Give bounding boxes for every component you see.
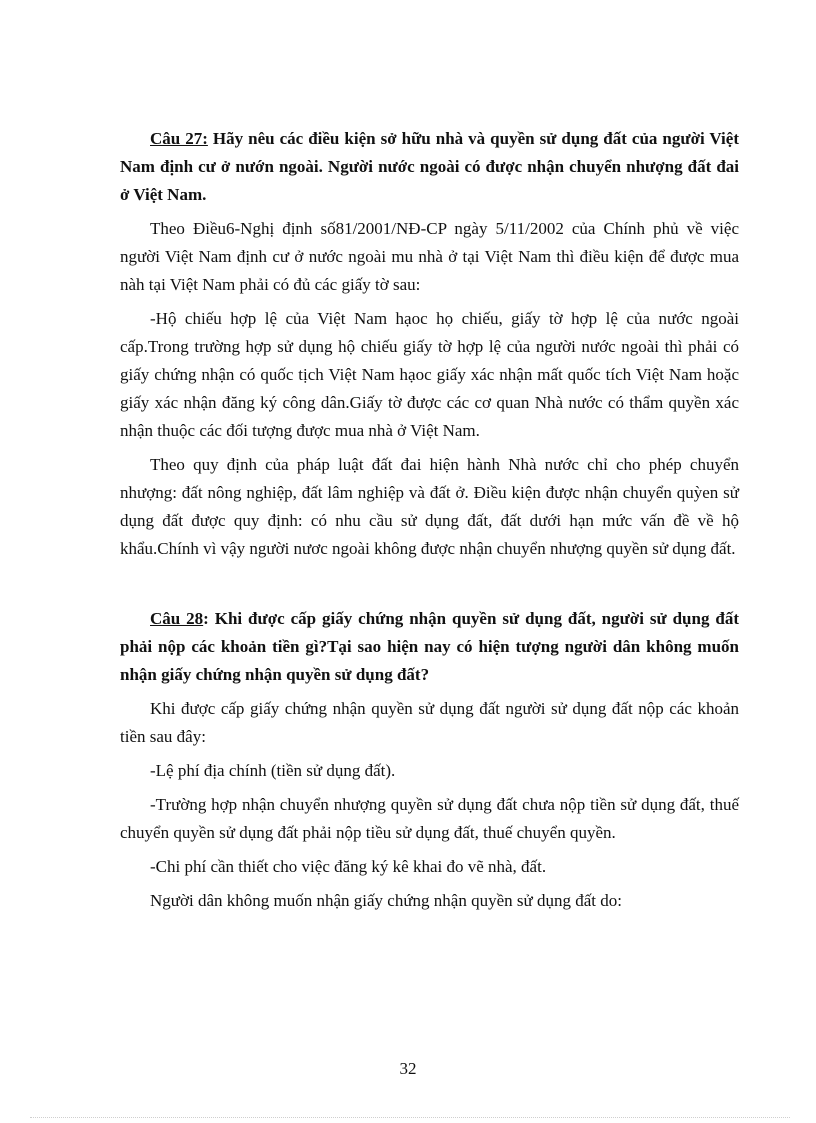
question-27-heading xyxy=(120,125,739,209)
question-27-title: Hãy nêu các điều kiện sở hữu nhà và quyền sử dụng đất của người Việt Nam định cư ở nướn ngoài. Người nước ngoài có được nhận chuyển nhượng đất đai ở Việt Nam. xyxy=(120,129,739,204)
paragraph: Khi được cấp giấy chứng nhận quyền sử dụng đất người sử dụng đất nộp các khoản tiền sau đây: xyxy=(120,699,739,746)
paragraph: Theo Điều6-Nghị định số81/2001/NĐ-CP ngày 5/11/2002 của Chính phủ về việc người Việt Nam định cư ở nước ngoài mu nhà ở tại Việt Nam thì điều kiện để được mua nàh tại Việt Nam phải có đủ các giấy tờ sau: xyxy=(120,219,739,294)
question-28-heading xyxy=(120,605,739,689)
question-28-title: : Khi được cấp giấy chứng nhận quyền sử dụng đất, người sử dụng đất phải nộp các khoản tiền gì?Tại sao hiện nay có hiện tượng người dân không muốn nhận giấy chứng nhận quyền sử dụng đất? xyxy=(120,609,739,684)
paragraph: -Hộ chiếu hợp lệ của Việt Nam hạoc họ chiếu, giấy tờ hợp lệ của nước ngoài cấp.Trong trường hợp sử dụng hộ chiếu giấy tờ hợp lệ của người nước ngoài thì phải có giấy chứng nhận có quốc tịch Việt Nam hạoc giấy xác nhận mất quốc tích Việt Nam hoặc giấy xác nhận đăng ký công dân.Giấy tờ được các cơ quan Nhà nước có thẩm quyền xác nhận thuộc các đối tượng được mua nhà ở Việt Nam. xyxy=(120,309,739,440)
page-content xyxy=(120,125,739,921)
paragraph: -Trường hợp nhận chuyển nhượng quyền sử dụng đất chưa nộp tiền sử dụng đất, thuế chuyển quyền sử dụng đất phải nộp tiều sử dụng đất, thuế chuyển quyền. xyxy=(120,795,739,842)
page-number: 32 xyxy=(399,1059,417,1078)
paragraph: -Chi phí cần thiết cho việc đăng ký kê khai đo vẽ nhà, đất. xyxy=(150,857,547,876)
question-28 xyxy=(120,605,739,915)
paragraph: -Lệ phí địa chính (tiền sử dụng đất). xyxy=(150,761,396,780)
paragraph: Theo quy định của pháp luật đất đai hiện hành Nhà nước chỉ cho phép chuyển nhượng: đất nông nghiệp, đất lâm nghiệp và đất ở. Điều kiện được nhận chuyển quỳen sử dụng đất được quy định: có nhu cầu sử dụng đất, đất dưới hạn mức vấn đề về hộ khẩu.Chính vì vậy người nươc ngoài không được nhận chuyển nhượng quyền sử dụng đất. xyxy=(120,455,739,558)
question-27-label: Câu 27: xyxy=(150,129,208,148)
paragraph: Người dân không muốn nhận giấy chứng nhận quyền sử dụng đất do: xyxy=(150,891,622,910)
question-28-label: Câu 28 xyxy=(150,609,204,628)
page-bottom-divider xyxy=(30,1117,790,1118)
question-27 xyxy=(120,125,739,563)
